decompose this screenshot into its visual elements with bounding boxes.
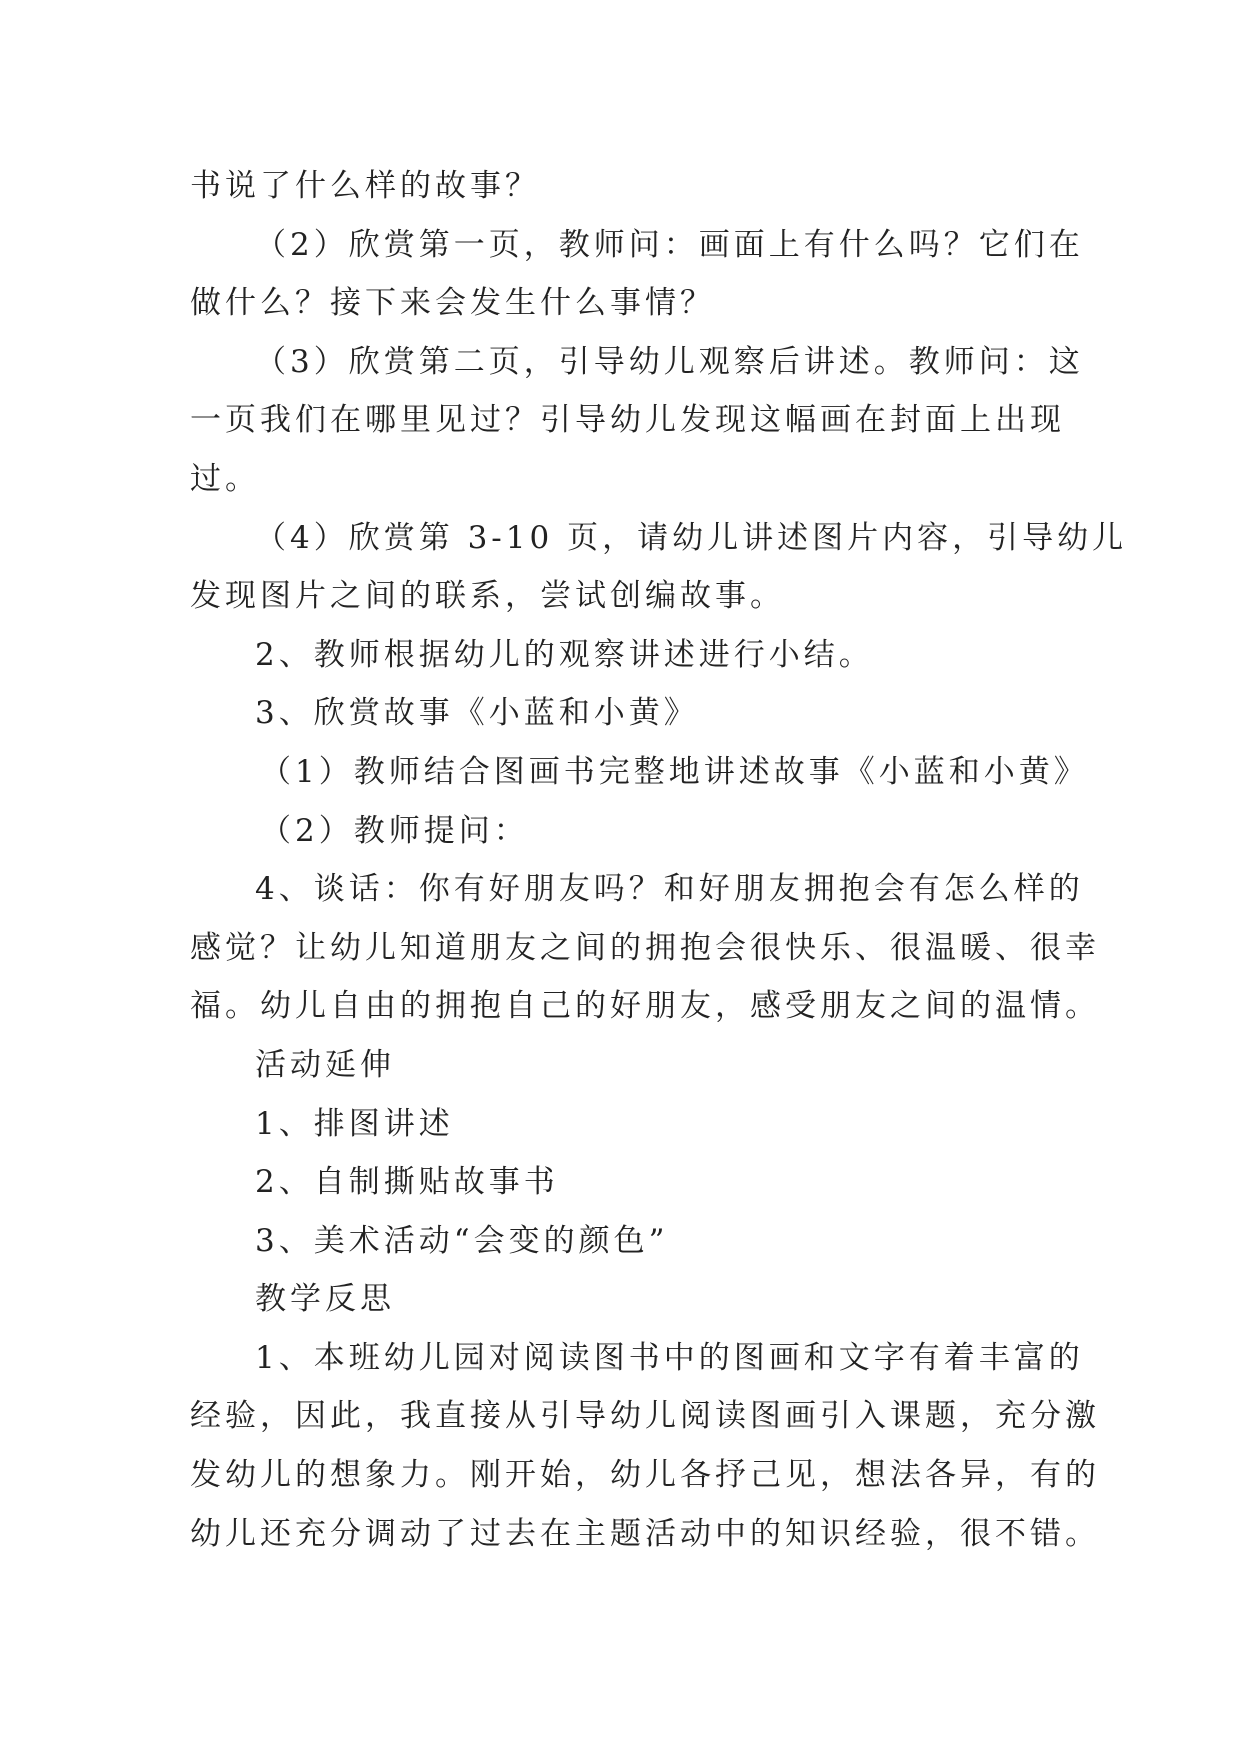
text-line: （1）教师结合图画书完整地讲述故事《小蓝和小黄》 bbox=[260, 753, 1089, 790]
text-line: 过。 bbox=[190, 460, 260, 497]
text-line: 做什么？接下来会发生什么事情？ bbox=[190, 285, 715, 322]
text-line: 经验，因此，我直接从引导幼儿阅读图画引入课题，充分激 bbox=[190, 1398, 1100, 1435]
section-heading: 教学反思 bbox=[255, 1281, 395, 1318]
text-line: 发现图片之间的联系，尝试创编故事。 bbox=[190, 578, 785, 615]
text-line: 一页我们在哪里见过？引导幼儿发现这幅画在封面上出现 bbox=[190, 402, 1065, 439]
text-line: 书说了什么样的故事？ bbox=[190, 168, 540, 204]
text-line: （2）欣赏第一页，教师问：画面上有什么吗？它们在 bbox=[255, 226, 1084, 263]
text-line: 3、美术活动“会变的颜色” bbox=[255, 1222, 669, 1259]
text-line: 2、自制撕贴故事书 bbox=[255, 1164, 559, 1201]
text-line: 1、本班幼儿园对阅读图书中的图画和文字有着丰富的 bbox=[255, 1339, 1084, 1376]
text-line: 幼儿还充分调动了过去在主题活动中的知识经验，很不错。 bbox=[190, 1515, 1100, 1552]
text-line: 感觉？让幼儿知道朋友之间的拥抱会很快乐、很温暖、很幸 bbox=[190, 929, 1100, 966]
text-line: 4、谈话：你有好朋友吗？和好朋友拥抱会有怎么样的 bbox=[255, 871, 1084, 908]
text-line: 发幼儿的想象力。刚开始，幼儿各抒己见，想法各异，有的 bbox=[190, 1457, 1100, 1494]
text-line: 2、教师根据幼儿的观察讲述进行小结。 bbox=[255, 636, 874, 673]
text-line: 3、欣赏故事《小蓝和小黄》 bbox=[255, 695, 699, 732]
document-body bbox=[190, 157, 1128, 1563]
text-line: （2）教师提问： bbox=[260, 812, 529, 849]
text-line: 1、排图讲述 bbox=[255, 1105, 454, 1142]
text-line: （3）欣赏第二页，引导幼儿观察后讲述。教师问：这 bbox=[255, 343, 1084, 380]
text-line: 福。幼儿自由的拥抱自己的好朋友，感受朋友之间的温情。 bbox=[190, 988, 1100, 1025]
text-line: （4）欣赏第 3-10 页，请幼儿讲述图片内容，引导幼儿 bbox=[255, 519, 1128, 556]
section-heading: 活动延伸 bbox=[255, 1046, 395, 1083]
